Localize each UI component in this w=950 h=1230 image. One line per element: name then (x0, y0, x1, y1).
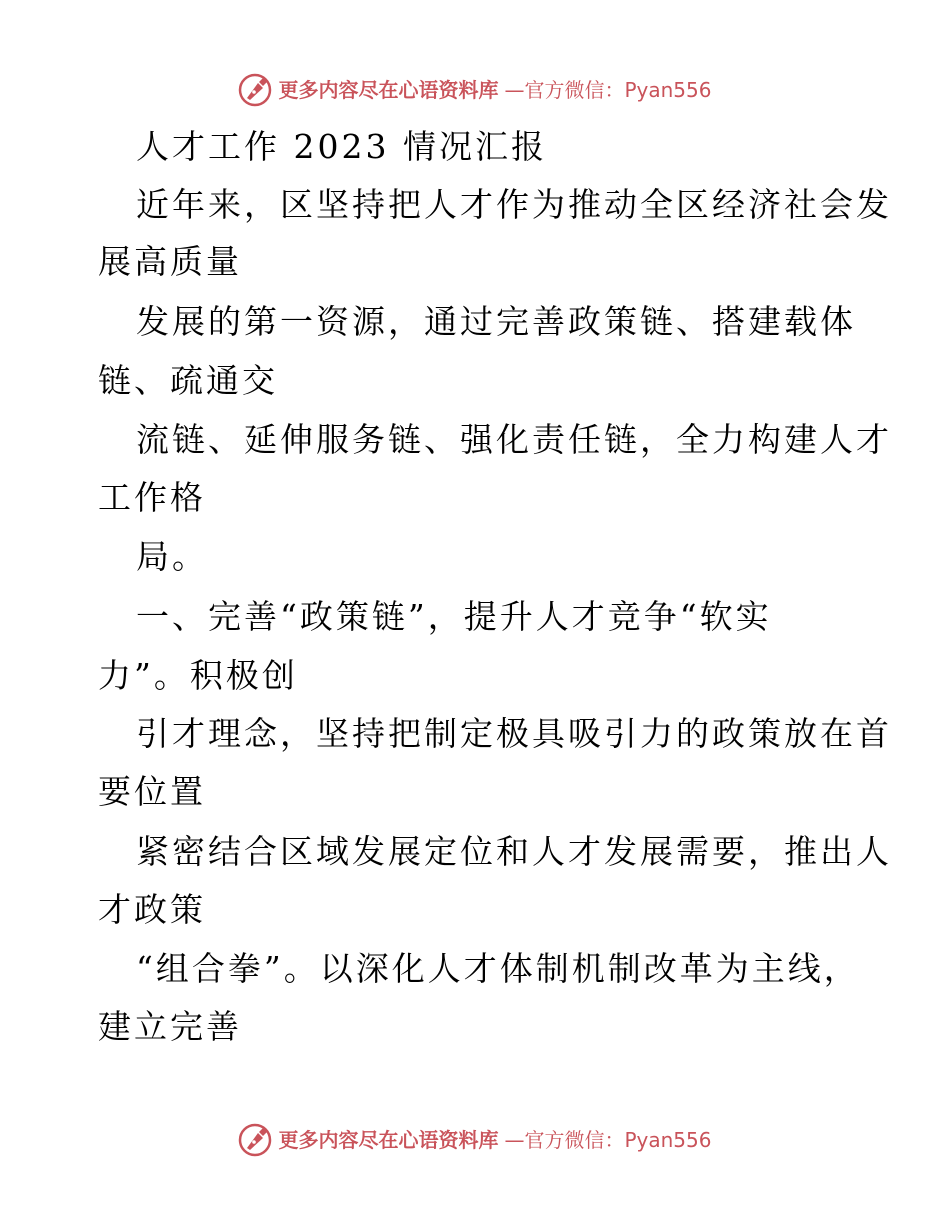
body-line: 展高质量 (98, 242, 242, 281)
footer-banner-brand: 更多内容尽在心语资料库 (278, 1128, 499, 1152)
body-line: 链、疏通交 (98, 361, 278, 400)
pen-nib-logo-icon (238, 1123, 272, 1157)
footer-banner[interactable] (0, 1120, 950, 1160)
header-banner[interactable] (0, 70, 950, 110)
footer-banner-wechat: —官方微信：Pyan556 (504, 1128, 712, 1152)
body-line: 紧密结合区域发展定位和人才发展需要，推出人 (136, 832, 892, 871)
body-line: “组合拳”。以深化人才体制机制改革为主线， (136, 949, 860, 988)
body-line: 才政策 (98, 890, 206, 929)
body-line: 局。 (136, 537, 208, 576)
header-banner-wechat: —官方微信：Pyan556 (504, 78, 712, 102)
body-line: 流链、延伸服务链、强化责任链，全力构建人才 (136, 420, 892, 459)
header-banner-brand: 更多内容尽在心语资料库 (278, 78, 499, 102)
body-line: 发展的第一资源，通过完善政策链、搭建载体 (136, 302, 856, 341)
body-line: 工作格 (98, 478, 206, 517)
body-line: 力”。积极创 (98, 656, 298, 695)
body-line: 建立完善 (98, 1007, 242, 1046)
body-line: 引才理念，坚持把制定极具吸引力的政策放在首 (136, 714, 892, 753)
body-line: 近年来，区坚持把人才作为推动全区经济社会发 (136, 185, 892, 224)
pen-nib-logo-icon (238, 73, 272, 107)
body-line: 要位置 (98, 772, 206, 811)
section-heading-line: 一、完善“政策链”，提升人才竞争“软实 (136, 597, 772, 636)
document-title: 人才工作 2023 情况汇报 (136, 127, 547, 166)
